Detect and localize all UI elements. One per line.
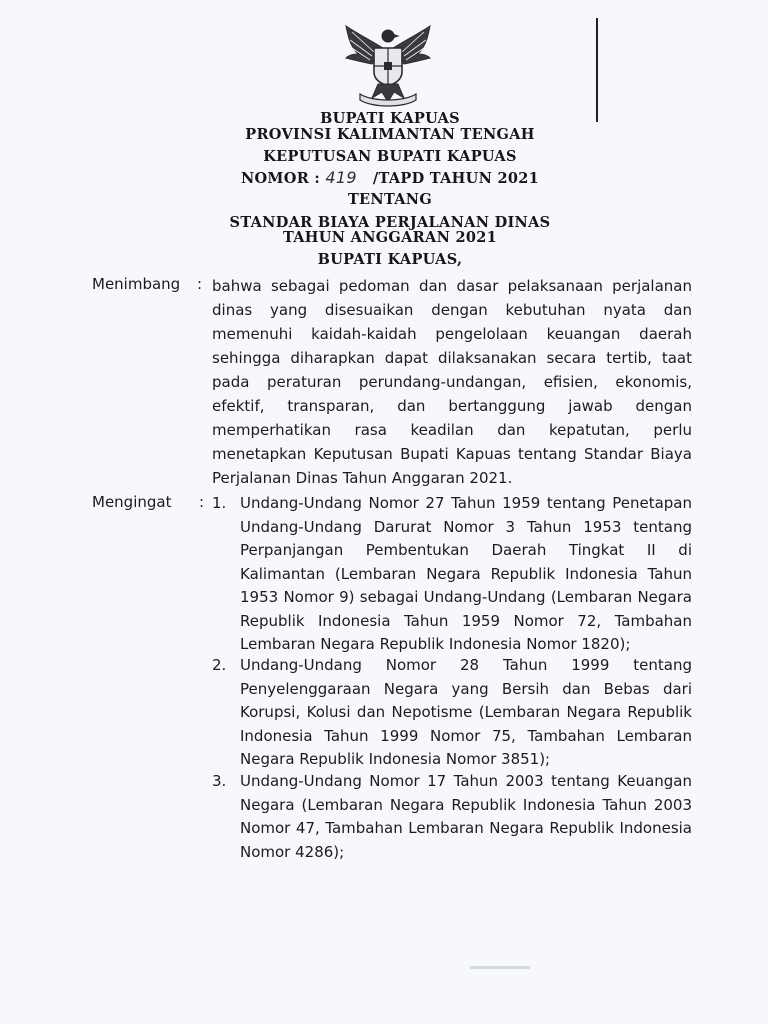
margin-rule-line [596, 18, 598, 122]
menimbang-label: Menimbang [92, 275, 181, 293]
item-number: 2. [212, 656, 227, 674]
item-number: 1. [212, 494, 227, 512]
item-text: Undang-Undang Nomor 27 Tahun 1959 tentang Penetapan Undang-Undang Darurat Nomor 3 Tahun 1953 tentang Perpanjangan Pembentukan Daerah Tingkat II di Kalimantan (Lembaran Negara Republik Indonesia Tahun 1953 Nomor 9) sebagai Undang-Undang (Lembaran Negara Republik Indonesia Tahun 1959 Nomor 72, Tambahan Lembaran Negara Republik Indonesia Nomor 1820); [240, 494, 692, 653]
decree-number-prefix: NOMOR : [240, 170, 321, 187]
item-text: Undang-Undang Nomor 28 Tahun 1999 tentang Penyelenggaraan Negara yang Bersih dan Bebas dari Korupsi, Kolusi dan Nepotisme (Lembaran Negara Republik Indonesia Tahun 1999 Nomor 75, Tambahan Lembaran Negara Republik Indonesia Nomor 3851); [240, 656, 692, 768]
menimbang-colon: : [197, 275, 203, 293]
decree-number-suffix: /TAPD TAHUN 2021 [372, 170, 540, 187]
item-number: 3. [212, 772, 227, 790]
mengingat-colon: : [199, 493, 205, 511]
header-line-3: KEPUTUSAN BUPATI KAPUAS [263, 148, 517, 165]
garuda-emblem-icon [338, 20, 438, 108]
decree-number-line [140, 168, 640, 187]
header-bupati: BUPATI KAPUAS, [317, 251, 463, 268]
menimbang-text: bahwa sebagai pedoman dan dasar pelaksanaan perjalanan dinas yang disesuaikan dengan kebutuhan nyata dan memenuhi kaidah-kaidah pengelolaan keuangan daerah sehingga diharapkan dapat dilaksanakan secara tertib, taat pada peraturan perundang-undangan, efisien, ekonomis, efektif, transparan, dan bertanggung jawab dengan memperhatikan rasa keadilan dan kepatutan, perlu menetapkan Keputusan Bupati Kapuas tentang Standar Biaya Perjalanan Dinas Tahun Anggaran 2021. [212, 277, 692, 487]
header-tentang: TENTANG [347, 191, 433, 208]
header-line-1: BUPATI KAPUAS [320, 110, 460, 127]
decree-title-line-1: STANDAR BIAYA PERJALANAN DINAS [229, 214, 551, 231]
decree-title-line-2: TAHUN ANGGARAN 2021 [282, 229, 498, 246]
decree-number-handwritten: 419 [325, 168, 357, 187]
mengingat-label: Mengingat [92, 493, 172, 511]
scan-smudge [470, 966, 530, 969]
item-text: Undang-Undang Nomor 17 Tahun 2003 tentang Keuangan Negara (Lembaran Negara Republik Indonesia Tahun 2003 Nomor 47, Tambahan Lembaran Negara Republik Indonesia Nomor 4286); [240, 772, 692, 861]
header-line-2: PROVINSI KALIMANTAN TENGAH [245, 126, 535, 143]
